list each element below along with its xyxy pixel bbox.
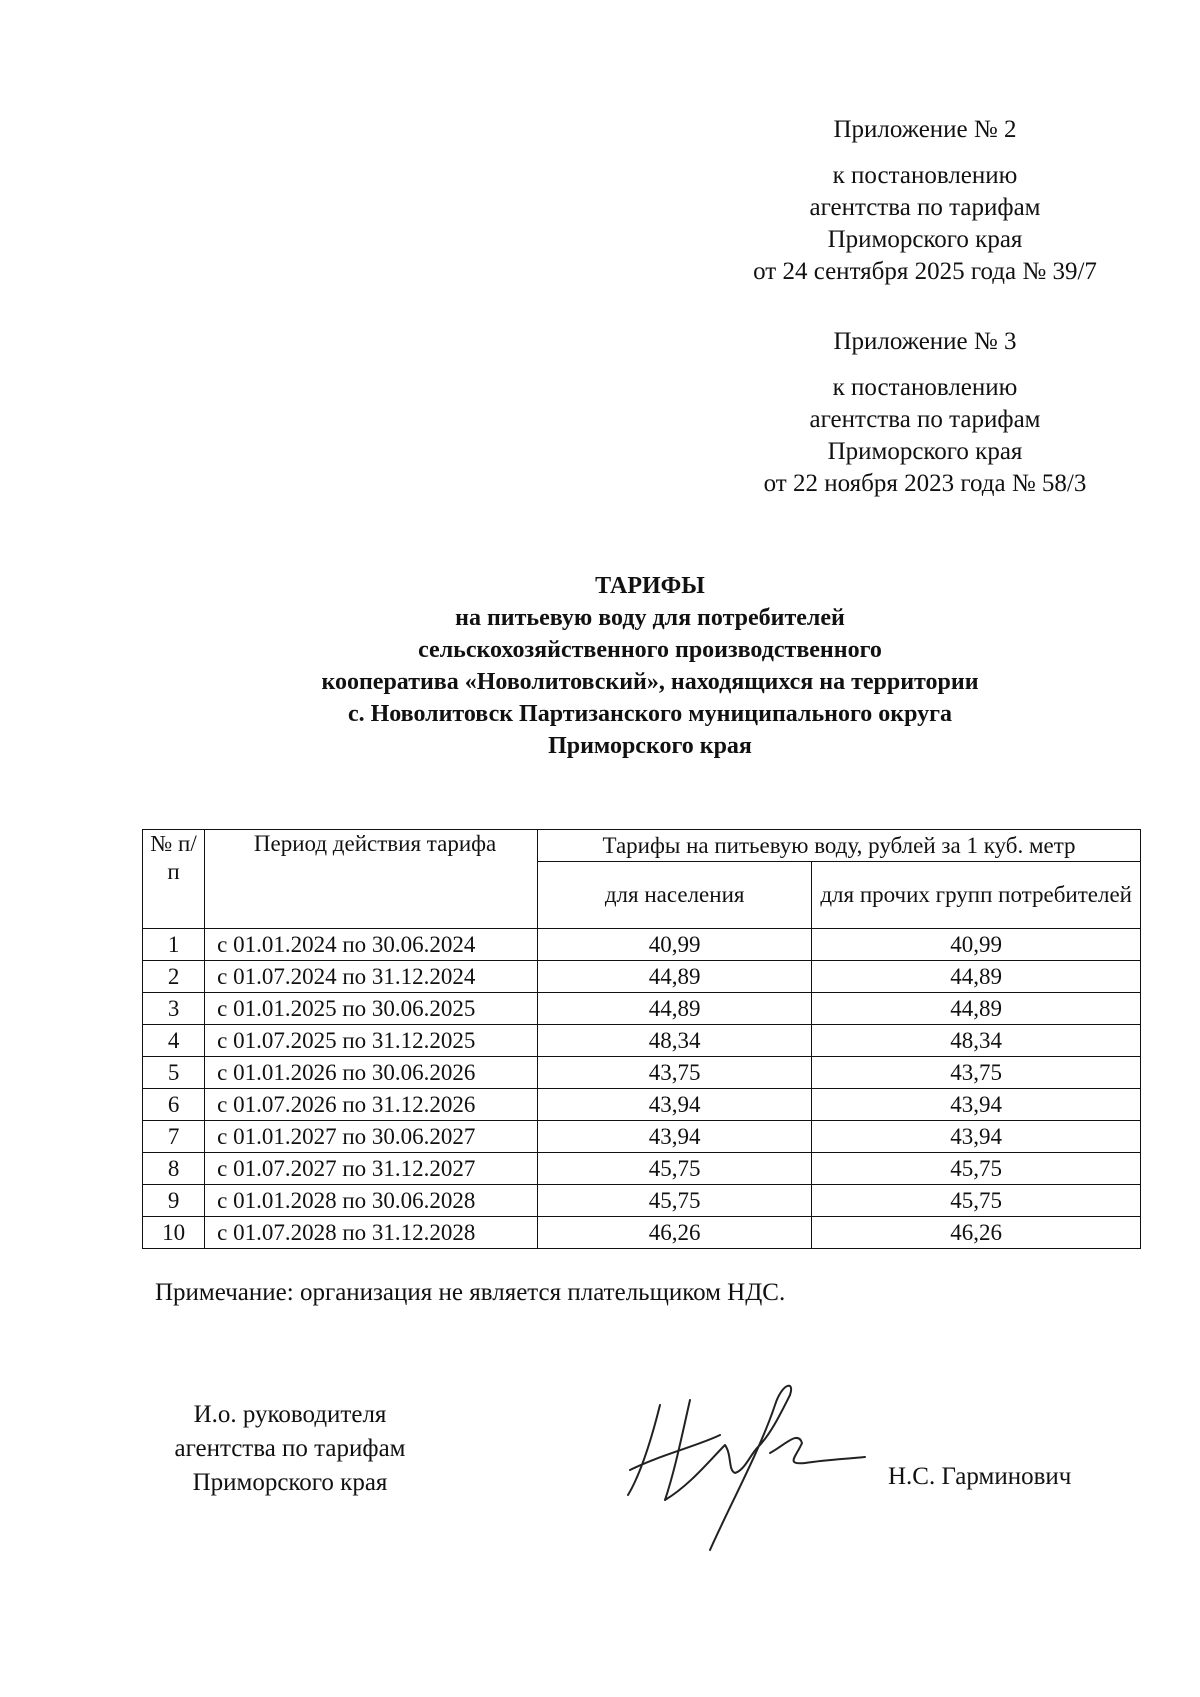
appendix-3-line: к постановлению: [832, 374, 1018, 401]
cell-num: 4: [143, 1025, 205, 1057]
cell-other: 46,26: [812, 1217, 1141, 1249]
appendix-2-line: от 24 сентября 2025 года № 39/7: [753, 258, 1097, 285]
tariffs-table: [142, 829, 1141, 1249]
table-row: [143, 1153, 1141, 1185]
appendix-2-header: [690, 114, 1160, 288]
cell-period: с 01.01.2024 по 30.06.2024: [205, 929, 538, 961]
cell-num: 2: [143, 961, 205, 993]
title-line: Приморского края: [548, 733, 752, 759]
cell-other: 43,75: [812, 1057, 1141, 1089]
header-other: для прочих групп потребителей: [812, 862, 1141, 929]
cell-num: 7: [143, 1121, 205, 1153]
cell-period: с 01.07.2028 по 31.12.2028: [205, 1217, 538, 1249]
cell-num: 3: [143, 993, 205, 1025]
cell-num: 9: [143, 1185, 205, 1217]
cell-population: 43,94: [538, 1089, 812, 1121]
cell-population: 43,94: [538, 1121, 812, 1153]
header-population: для населения: [538, 862, 812, 929]
appendix-2-line: агентства по тарифам: [809, 194, 1041, 221]
cell-population: 46,26: [538, 1217, 812, 1249]
cell-population: 44,89: [538, 993, 812, 1025]
cell-num: 8: [143, 1153, 205, 1185]
appendix-3-header: [690, 326, 1160, 500]
table-body: [143, 929, 1141, 1249]
title-line: кооператива «Новолитовский», находящихся на территории: [321, 669, 979, 695]
cell-num: 10: [143, 1217, 205, 1249]
cell-period: с 01.07.2025 по 31.12.2025: [205, 1025, 538, 1057]
cell-other: 40,99: [812, 929, 1141, 961]
table-row: [143, 1121, 1141, 1153]
cell-other: 43,94: [812, 1089, 1141, 1121]
note: Примечание: организация не является плательщиком НДС.: [155, 1279, 786, 1306]
header-period: Период действия тарифа: [205, 830, 538, 929]
cell-other: 48,34: [812, 1025, 1141, 1057]
cell-period: с 01.07.2027 по 31.12.2027: [205, 1153, 538, 1185]
cell-num: 1: [143, 929, 205, 961]
table-row: [143, 1217, 1141, 1249]
header-num: № п/п: [143, 830, 205, 929]
title-heading: ТАРИФЫ: [595, 573, 705, 599]
title-line: на питьевую воду для потребителей: [455, 605, 845, 631]
cell-period: с 01.01.2027 по 30.06.2027: [205, 1121, 538, 1153]
cell-num: 5: [143, 1057, 205, 1089]
signatory-position-line: Приморского края: [192, 1469, 388, 1496]
cell-other: 45,75: [812, 1185, 1141, 1217]
cell-other: 44,89: [812, 993, 1141, 1025]
table-row: [143, 1089, 1141, 1121]
table-row: [143, 929, 1141, 961]
cell-num: 6: [143, 1089, 205, 1121]
cell-other: 45,75: [812, 1153, 1141, 1185]
appendix-3-number: Приложение № 3: [833, 328, 1017, 355]
cell-population: 43,75: [538, 1057, 812, 1089]
cell-period: с 01.01.2025 по 30.06.2025: [205, 993, 538, 1025]
table-row: [143, 961, 1141, 993]
appendix-2-line: Приморского края: [827, 226, 1023, 253]
appendix-2-line: к постановлению: [832, 162, 1018, 189]
handwritten-signature: [620, 1375, 870, 1555]
signatory-position-line: агентства по тарифам: [174, 1435, 406, 1462]
appendix-3-line: от 22 ноября 2023 года № 58/3: [763, 470, 1087, 497]
table-row: [143, 1057, 1141, 1089]
appendix-2-number: Приложение № 2: [833, 116, 1017, 143]
signatory-position-line: И.о. руководителя: [193, 1401, 387, 1428]
signatory-position: [145, 1398, 435, 1500]
cell-population: 45,75: [538, 1185, 812, 1217]
cell-period: с 01.01.2026 по 30.06.2026: [205, 1057, 538, 1089]
table-row: [143, 1025, 1141, 1057]
cell-population: 40,99: [538, 929, 812, 961]
cell-period: с 01.07.2026 по 31.12.2026: [205, 1089, 538, 1121]
cell-other: 44,89: [812, 961, 1141, 993]
header-tariffs: Тарифы на питьевую воду, рублей за 1 куб. метр: [538, 830, 1141, 862]
title-line: с. Новолитовск Партизанского муниципального округа: [347, 701, 953, 727]
title-line: сельскохозяйственного производственного: [418, 637, 882, 663]
cell-period: с 01.07.2024 по 31.12.2024: [205, 961, 538, 993]
cell-population: 44,89: [538, 961, 812, 993]
appendix-3-line: Приморского края: [827, 438, 1023, 465]
cell-other: 43,94: [812, 1121, 1141, 1153]
signatory-name: Н.С. Гарминович: [888, 1463, 1072, 1490]
cell-population: 45,75: [538, 1153, 812, 1185]
table-row: [143, 993, 1141, 1025]
appendix-3-line: агентства по тарифам: [809, 406, 1041, 433]
document-title: [200, 570, 1100, 762]
cell-period: с 01.01.2028 по 30.06.2028: [205, 1185, 538, 1217]
cell-population: 48,34: [538, 1025, 812, 1057]
table-row: [143, 1185, 1141, 1217]
